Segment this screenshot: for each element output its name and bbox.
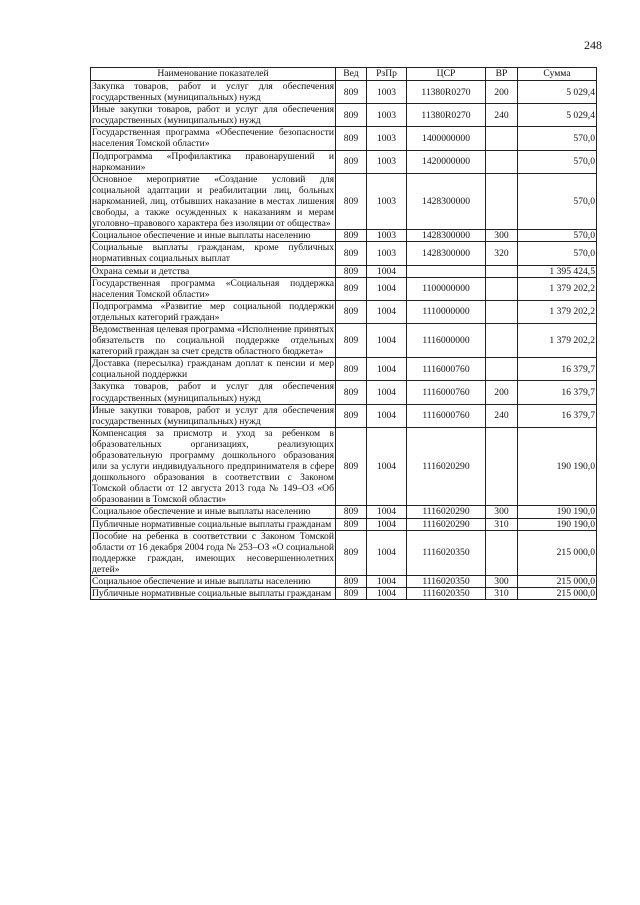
cell-ved: 809 <box>336 230 367 242</box>
cell-vr <box>486 127 518 150</box>
cell-sum: 190 190,0 <box>518 427 597 506</box>
cell-vr <box>486 427 518 506</box>
header-sum: Сумма <box>518 68 597 81</box>
cell-csr: 1100000000 <box>407 277 486 300</box>
cell-ved: 809 <box>336 300 367 323</box>
cell-ved: 809 <box>336 173 367 229</box>
cell-vr: 200 <box>486 81 518 104</box>
cell-sum: 5 029,4 <box>518 81 597 104</box>
cell-name: Охрана семьи и детства <box>91 265 336 277</box>
table-row <box>91 381 597 404</box>
cell-name: Доставка (пересылка) гражданам доплат к пенсии и мер социальной поддержки <box>92 358 334 381</box>
cell-sum: 1 395 424,5 <box>518 265 597 277</box>
cell-ved: 809 <box>336 104 367 127</box>
cell-csr: 1116000760 <box>407 358 486 381</box>
table-row <box>91 530 597 575</box>
table-row <box>91 230 597 242</box>
cell-name: Подпрограмма «Профилактика правонарушений и наркомании» <box>92 150 334 173</box>
cell-vr: 200 <box>486 381 518 404</box>
cell-vr: 310 <box>486 588 518 600</box>
cell-rzpr: 1004 <box>367 576 407 588</box>
header-vr: ВР <box>486 68 518 81</box>
cell-csr: 1116000760 <box>407 381 486 404</box>
table-header-row <box>91 68 597 81</box>
cell-ved: 809 <box>336 277 367 300</box>
table-row <box>91 277 597 300</box>
table-body <box>91 81 597 600</box>
cell-rzpr: 1003 <box>367 242 407 265</box>
cell-name: Публичные нормативные социальные выплаты гражданам <box>91 588 336 600</box>
cell-rzpr: 1004 <box>367 506 407 518</box>
cell-csr: 1116020350 <box>407 576 486 588</box>
cell-sum: 570,0 <box>518 150 597 173</box>
cell-csr: 1428300000 <box>407 242 486 265</box>
cell-ved: 809 <box>336 576 367 588</box>
cell-vr: 300 <box>486 506 518 518</box>
cell-sum: 215 000,0 <box>518 588 597 600</box>
cell-rzpr: 1004 <box>367 427 407 506</box>
cell-sum: 1 379 202,2 <box>518 277 597 300</box>
cell-csr: 1110000000 <box>407 300 486 323</box>
cell-sum: 16 379,7 <box>518 358 597 381</box>
table-row <box>91 588 597 600</box>
cell-vr: 320 <box>486 242 518 265</box>
cell-sum: 190 190,0 <box>518 518 597 530</box>
cell-rzpr: 1003 <box>367 150 407 173</box>
cell-ved: 809 <box>336 427 367 506</box>
cell-csr: 1116000000 <box>407 323 486 357</box>
cell-csr: 1428300000 <box>407 173 486 229</box>
cell-csr: 1428300000 <box>407 230 486 242</box>
cell-name: Социальное обеспечение и иные выплаты населению <box>91 230 336 242</box>
cell-rzpr: 1003 <box>367 173 407 229</box>
cell-sum: 5 029,4 <box>518 104 597 127</box>
budget-table <box>90 67 597 600</box>
cell-rzpr: 1004 <box>367 265 407 277</box>
cell-ved: 809 <box>336 404 367 427</box>
table-row <box>91 576 597 588</box>
cell-rzpr: 1004 <box>367 381 407 404</box>
cell-sum: 570,0 <box>518 242 597 265</box>
cell-sum: 215 000,0 <box>518 530 597 575</box>
table-row <box>91 358 597 381</box>
cell-name: Ведомственная целевая программа «Исполнение принятых обязательств по социальной поддержке отдельных категорий граждан за счет средств областного бюджета» <box>92 323 334 358</box>
cell-ved: 809 <box>336 265 367 277</box>
cell-vr <box>486 358 518 381</box>
cell-vr: 300 <box>486 230 518 242</box>
cell-rzpr: 1004 <box>367 323 407 357</box>
cell-csr: 1116020290 <box>407 506 486 518</box>
cell-name: Социальное обеспечение и иные выплаты населению <box>91 576 336 588</box>
cell-csr: 1116020350 <box>407 530 486 575</box>
cell-rzpr: 1003 <box>367 127 407 150</box>
cell-ved: 809 <box>336 381 367 404</box>
table-row <box>91 404 597 427</box>
cell-name: Социальное обеспечение и иные выплаты населению <box>91 506 336 518</box>
table-row <box>91 104 597 127</box>
cell-csr <box>407 265 486 277</box>
table-row <box>91 506 597 518</box>
cell-ved: 809 <box>336 518 367 530</box>
cell-vr <box>486 173 518 229</box>
cell-vr: 300 <box>486 576 518 588</box>
cell-name: Основное мероприятие «Создание условий для социальной адаптации и реабилитации лиц, больных наркоманией, лиц, отбывших наказание в местах лишения свободы, а также осужденных к наказаниям и мерам уголовно–правового характера без изоляции от общества» <box>92 173 334 230</box>
cell-ved: 809 <box>336 81 367 104</box>
table-row <box>91 81 597 104</box>
cell-rzpr: 1003 <box>367 230 407 242</box>
table-row <box>91 265 597 277</box>
cell-vr: 240 <box>486 104 518 127</box>
cell-sum: 190 190,0 <box>518 506 597 518</box>
header-csr: ЦСР <box>407 68 486 81</box>
cell-sum: 570,0 <box>518 173 597 229</box>
cell-name: Иные закупки товаров, работ и услуг для обеспечения государственных (муниципальных) нужд <box>92 404 334 427</box>
cell-sum: 215 000,0 <box>518 576 597 588</box>
cell-sum: 16 379,7 <box>518 404 597 427</box>
cell-rzpr: 1003 <box>367 104 407 127</box>
cell-name: Закупка товаров, работ и услуг для обеспечения государственных (муниципальных) нужд <box>92 81 334 104</box>
cell-name: Государственная программа «Обеспечение безопасности населения Томской области» <box>92 127 334 150</box>
table-row <box>91 173 597 229</box>
cell-sum: 1 379 202,2 <box>518 300 597 323</box>
cell-name: Иные закупки товаров, работ и услуг для обеспечения государственных (муниципальных) нужд <box>92 104 334 127</box>
header-ved: Вед <box>336 68 367 81</box>
page-number: 248 <box>584 38 602 52</box>
cell-csr: 11380R0270 <box>407 104 486 127</box>
cell-rzpr: 1004 <box>367 588 407 600</box>
cell-sum: 1 379 202,2 <box>518 323 597 357</box>
cell-csr: 1400000000 <box>407 127 486 150</box>
cell-ved: 809 <box>336 588 367 600</box>
cell-ved: 809 <box>336 127 367 150</box>
cell-name: Подпрограмма «Развитие мер социальной поддержки отдельных категорий граждан» <box>92 300 334 323</box>
table-row <box>91 323 597 357</box>
cell-ved: 809 <box>336 323 367 357</box>
cell-vr: 310 <box>486 518 518 530</box>
cell-ved: 809 <box>336 530 367 575</box>
cell-name: Компенсация за присмотр и уход за ребенком в образовательных организациях, реализующих образовательную программу дошкольного образования или за услуги индивидуального предпринимателя в сфере дошкольного образования в соответствии с Законом Томской области от 12 августа 2013 года № 149–ОЗ «Об образовании в Томской области» <box>92 427 334 506</box>
header-rzpr: РзПр <box>367 68 407 81</box>
cell-vr <box>486 265 518 277</box>
table-row <box>91 150 597 173</box>
cell-ved: 809 <box>336 358 367 381</box>
table-row <box>91 518 597 530</box>
cell-name: Закупка товаров, работ и услуг для обеспечения государственных (муниципальных) нужд <box>92 381 334 404</box>
cell-sum: 570,0 <box>518 127 597 150</box>
header-name: Наименование показателей <box>91 68 336 81</box>
cell-sum: 16 379,7 <box>518 381 597 404</box>
cell-vr <box>486 323 518 357</box>
table-row <box>91 300 597 323</box>
cell-ved: 809 <box>336 242 367 265</box>
cell-name: Пособие на ребенка в соответствии с Законом Томской области от 16 декабря 2004 года № 253–ОЗ «О социальной поддержке граждан, имеющих несовершеннолетних детей» <box>92 530 334 575</box>
cell-rzpr: 1004 <box>367 404 407 427</box>
cell-ved: 809 <box>336 506 367 518</box>
cell-sum: 570,0 <box>518 230 597 242</box>
cell-name: Социальные выплаты гражданам, кроме публичных нормативных социальных выплат <box>92 242 334 265</box>
cell-vr <box>486 530 518 575</box>
cell-vr <box>486 300 518 323</box>
cell-ved: 809 <box>336 150 367 173</box>
cell-rzpr: 1003 <box>367 81 407 104</box>
cell-vr: 240 <box>486 404 518 427</box>
cell-csr: 1116020350 <box>407 588 486 600</box>
cell-csr: 1116020290 <box>407 427 486 506</box>
cell-vr <box>486 277 518 300</box>
cell-csr: 1116020290 <box>407 518 486 530</box>
cell-rzpr: 1004 <box>367 530 407 575</box>
cell-name: Государственная программа «Социальная поддержка населения Томской области» <box>92 277 334 300</box>
table-row <box>91 427 597 506</box>
cell-name: Публичные нормативные социальные выплаты гражданам <box>91 518 336 530</box>
cell-csr: 1116000760 <box>407 404 486 427</box>
cell-rzpr: 1004 <box>367 518 407 530</box>
cell-rzpr: 1004 <box>367 277 407 300</box>
table-row <box>91 127 597 150</box>
cell-rzpr: 1004 <box>367 358 407 381</box>
cell-vr <box>486 150 518 173</box>
cell-csr: 1420000000 <box>407 150 486 173</box>
table-row <box>91 242 597 265</box>
cell-csr: 11380R0270 <box>407 81 486 104</box>
cell-rzpr: 1004 <box>367 300 407 323</box>
